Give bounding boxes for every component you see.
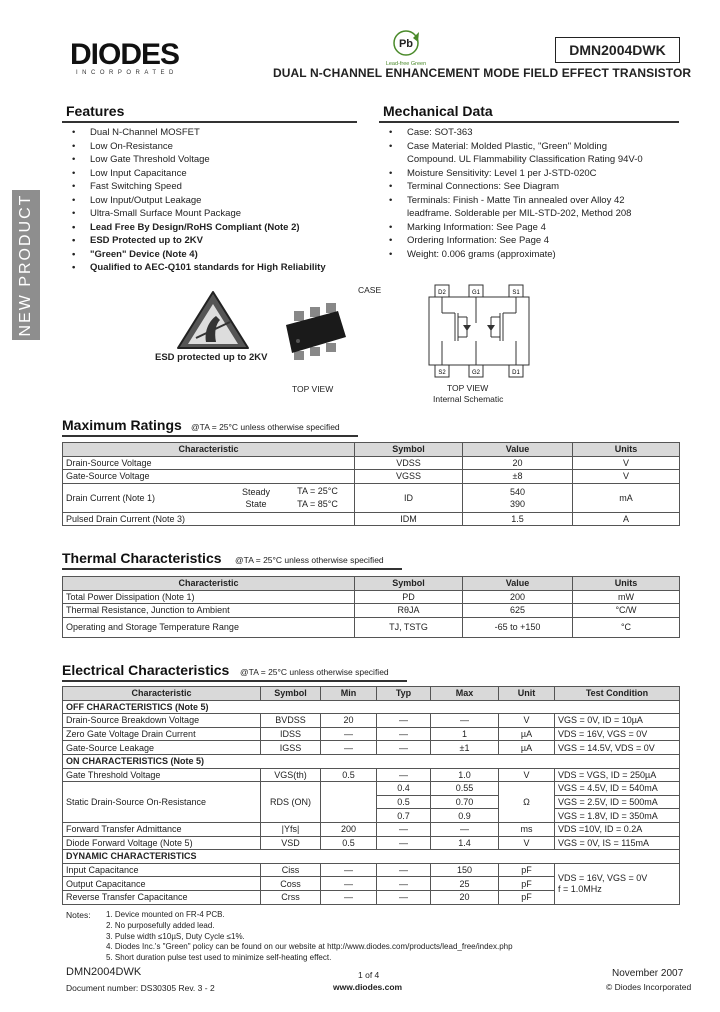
th-sym: RθJA — [355, 604, 463, 618]
electrical-heading: Electrical Characteristics — [62, 662, 230, 678]
ec-max: — — [431, 714, 499, 728]
th-unit: °C/W — [573, 604, 680, 618]
th-sym: TJ, TSTG — [355, 617, 463, 637]
thermal-heading: Thermal Characteristics — [62, 550, 222, 566]
mr-char: Drain Current (Note 1) — [66, 492, 156, 503]
footer-docnum: Document number: DS30305 Rev. 3 - 2 — [66, 983, 215, 993]
schematic-drawing — [425, 283, 535, 379]
mr-head-val: Value — [463, 443, 573, 457]
ec-char: Forward Transfer Admittance — [63, 822, 261, 836]
th-val: 200 — [463, 590, 573, 604]
th-val: -65 to +150 — [463, 617, 573, 637]
page-title: DUAL N-CHANNEL ENHANCEMENT MODE FIELD EFFECT TRANSISTOR — [273, 66, 692, 80]
ec-max: 0.55 — [431, 782, 499, 796]
mr-t2: TA = 85°C — [297, 498, 338, 509]
th-unit: mW — [573, 590, 680, 604]
mr-val-cell — [463, 483, 573, 512]
list-item: • Case Material: Molded Plastic, "Green" Molding — [383, 140, 683, 154]
table-row — [63, 714, 680, 728]
ec-dyn-head: DYNAMIC CHARACTERISTICS — [63, 850, 680, 864]
ec-char: Drain-Source Breakdown Voltage — [63, 714, 261, 728]
ec-char: Gate Threshold Voltage — [63, 768, 261, 782]
electrical-rule — [62, 680, 407, 682]
ec-unit: µA — [499, 741, 555, 755]
list-item: • Fast Switching Speed — [66, 180, 361, 194]
side-banner-text: NEW PRODUCT — [17, 193, 34, 337]
ec-max: 150 — [431, 863, 499, 877]
ec-unit: pF — [499, 863, 555, 877]
mr-char: Drain-Source Voltage — [63, 456, 355, 470]
diodes-logo-sub: INCORPORATED — [76, 70, 178, 76]
th-head-sym: Symbol — [355, 577, 463, 591]
list-item: • Case: SOT-363 — [383, 126, 683, 140]
max-ratings-cond: @TA = 25°C unless otherwise specified — [191, 422, 340, 432]
ec-char: Zero Gate Voltage Drain Current — [63, 727, 261, 741]
list-item: • Qualified to AEC-Q101 standards for High Reliability — [66, 261, 361, 275]
ec-on-head: ON CHARACTERISTICS (Note 5) — [63, 754, 680, 768]
table-row — [63, 617, 680, 637]
ec-head-min: Min — [321, 687, 377, 701]
pin-bottom-2: G2 — [471, 370, 481, 376]
max-ratings-heading: Maximum Ratings — [62, 417, 182, 433]
thermal-rule — [62, 568, 402, 570]
th-val: 625 — [463, 604, 573, 618]
sot363-package-icon — [280, 295, 350, 365]
ec-typ: — — [377, 890, 431, 904]
electrical-table — [62, 686, 680, 905]
note-item: 5. Short duration pulse test used to minimize self-heating effect. — [106, 953, 332, 963]
list-item: • "Green" Device (Note 4) — [66, 248, 361, 262]
ec-typ: 0.4 — [377, 782, 431, 796]
ec-cond: VGS = 14.5V, VDS = 0V — [555, 741, 680, 755]
ec-char: Reverse Transfer Capacitance — [63, 890, 261, 904]
ec-min: 0.5 — [321, 836, 377, 850]
table-row — [63, 836, 680, 850]
ec-typ: 0.5 — [377, 795, 431, 809]
table-row — [63, 782, 680, 796]
pb-badge-caption: Lead-free Green — [385, 61, 427, 67]
thermal-table — [62, 576, 680, 638]
ec-unit: V — [499, 836, 555, 850]
pin-top-2: G1 — [471, 290, 481, 296]
ec-sym: |Yfs| — [261, 822, 321, 836]
ec-max: — — [431, 822, 499, 836]
part-number-box: DMN2004DWK — [555, 37, 680, 63]
ec-max: 1.0 — [431, 768, 499, 782]
ec-head-typ: Typ — [377, 687, 431, 701]
note-item: 1. Device mounted on FR-4 PCB. — [106, 910, 225, 919]
ec-char: Gate-Source Leakage — [63, 741, 261, 755]
mr-t1: TA = 25°C — [297, 485, 338, 496]
ec-typ: — — [377, 768, 431, 782]
ec-char: Input Capacitance — [63, 863, 261, 877]
electrical-cond: @TA = 25°C unless otherwise specified — [240, 667, 389, 677]
ec-unit: Ω — [499, 782, 555, 823]
ec-sym: VSD — [261, 836, 321, 850]
ec-head-unit: Unit — [499, 687, 555, 701]
thermal-cond: @TA = 25°C unless otherwise specified — [235, 555, 384, 565]
ec-cond: VGS = 0V, ID = 10µA — [555, 714, 680, 728]
ec-char: Output Capacitance — [63, 877, 261, 891]
th-char: Operating and Storage Temperature Range — [63, 617, 355, 637]
pin-top-3: S1 — [512, 290, 520, 296]
ec-typ: — — [377, 863, 431, 877]
ec-char: Static Drain-Source On-Resistance — [63, 782, 261, 823]
footer-page: 1 of 4 — [358, 970, 380, 980]
list-item: • Moisture Sensitivity: Level 1 per J-STD-020C — [383, 167, 683, 181]
list-item: • Low On-Resistance — [66, 140, 361, 154]
th-head-char: Characteristic — [63, 577, 355, 591]
ec-sym: BVDSS — [261, 714, 321, 728]
ec-min: 0.5 — [321, 768, 377, 782]
ec-typ: — — [377, 727, 431, 741]
mr-head-char: Characteristic — [63, 443, 355, 457]
ec-head-cond: Test Condition — [555, 687, 680, 701]
ec-typ: — — [377, 836, 431, 850]
pin-bottom-1: S2 — [438, 370, 446, 376]
mechanical-rule — [379, 121, 679, 123]
lead-free-badge — [385, 28, 429, 68]
ec-max: 1 — [431, 727, 499, 741]
list-item: leadframe. Solderable per MIL-STD-202, Method 208 — [407, 208, 632, 219]
mr-val: ±8 — [463, 470, 573, 484]
th-char: Thermal Resistance, Junction to Ambient — [63, 604, 355, 618]
table-row — [63, 512, 680, 526]
mechanical-heading: Mechanical Data — [383, 103, 493, 119]
ec-dyn-cond — [555, 863, 680, 904]
ec-sym: IDSS — [261, 727, 321, 741]
table-row — [63, 483, 680, 512]
table-row — [63, 727, 680, 741]
list-item: • Low Input Capacitance — [66, 167, 361, 181]
package-image — [280, 295, 350, 365]
mr-val: 1.5 — [463, 512, 573, 526]
ec-sym: Crss — [261, 890, 321, 904]
table-row — [63, 768, 680, 782]
ec-unit: µA — [499, 727, 555, 741]
th-char: Total Power Dissipation (Note 1) — [63, 590, 355, 604]
table-row — [63, 470, 680, 484]
mr-state1: Steady — [241, 486, 271, 497]
ec-head-char: Characteristic — [63, 687, 261, 701]
schematic-caption: Internal Schematic — [433, 394, 504, 404]
list-item: • ESD Protected up to 2KV — [66, 234, 361, 248]
ec-dyn-cond1: VDS = 16V, VGS = 0V — [558, 872, 648, 883]
th-head-unit: Units — [573, 577, 680, 591]
list-item: • Terminals: Finish - Matte Tin annealed over Alloy 42 — [383, 194, 683, 208]
ec-min: 20 — [321, 714, 377, 728]
ec-head-max: Max — [431, 687, 499, 701]
table-row — [63, 822, 680, 836]
mr-val2: 390 — [509, 498, 526, 509]
pb-badge-text: Pb — [398, 38, 414, 50]
ec-min: 200 — [321, 822, 377, 836]
mr-char: Gate-Source Voltage — [63, 470, 355, 484]
mr-char: Pulsed Drain Current (Note 3) — [63, 512, 355, 526]
note-item: 2. No purposefully added lead. — [106, 920, 215, 930]
case-label: CASE — [358, 285, 382, 295]
features-list — [66, 126, 361, 275]
esd-warning-icon — [176, 290, 250, 352]
mr-drain-current-cell — [63, 483, 355, 512]
ec-min: — — [321, 877, 377, 891]
ec-cond: VDS = 16V, VGS = 0V — [555, 727, 680, 741]
ec-typ: 0.7 — [377, 809, 431, 823]
esd-caption: ESD protected up to 2KV — [155, 352, 268, 363]
ec-cond: VGS = 1.8V, ID = 350mA — [555, 809, 680, 823]
ec-sym: Coss — [261, 877, 321, 891]
pin-top-1: D2 — [438, 290, 446, 296]
ec-char: Diode Forward Voltage (Note 5) — [63, 836, 261, 850]
ec-min: — — [321, 890, 377, 904]
ec-cond: VDS = VGS, ID = 250µA — [555, 768, 680, 782]
max-ratings-table — [62, 442, 680, 526]
list-item: • Ultra-Small Surface Mount Package — [66, 207, 361, 221]
notes-label: Notes: — [66, 910, 91, 920]
mr-unit: mA — [573, 483, 680, 512]
mr-unit: V — [573, 470, 680, 484]
mr-sym: ID — [355, 483, 463, 512]
ec-typ: — — [377, 741, 431, 755]
ec-cond: VDS =10V, ID = 0.2A — [555, 822, 680, 836]
ec-cond: VGS = 0V, IS = 115mA — [555, 836, 680, 850]
notes-list — [106, 910, 676, 964]
ec-typ: — — [377, 822, 431, 836]
ec-min: — — [321, 741, 377, 755]
ec-max: 20 — [431, 890, 499, 904]
list-item: • Weight: 0.006 grams (approximate) — [383, 248, 683, 262]
list-item: • Lead Free By Design/RoHS Compliant (Note 2) — [66, 221, 361, 235]
ec-dyn-cond2: f = 1.0MHz — [558, 883, 602, 894]
list-item: • Ordering Information: See Page 4 — [383, 234, 683, 248]
max-ratings-rule — [62, 435, 358, 437]
table-row — [63, 456, 680, 470]
mr-head-unit: Units — [573, 443, 680, 457]
ec-unit: ms — [499, 822, 555, 836]
footer-part: DMN2004DWK — [66, 966, 142, 978]
list-item: Compound. UL Flammability Classification Rating 94V-0 — [407, 154, 643, 165]
diodes-logo: DIODES — [70, 38, 180, 71]
ec-max: 1.4 — [431, 836, 499, 850]
ec-min: — — [321, 863, 377, 877]
ec-sym: Ciss — [261, 863, 321, 877]
mr-unit: A — [573, 512, 680, 526]
list-item: • Dual N-Channel MOSFET — [66, 126, 361, 140]
ec-min: — — [321, 727, 377, 741]
ec-sym: IGSS — [261, 741, 321, 755]
side-banner — [12, 190, 40, 340]
th-sym: PD — [355, 590, 463, 604]
table-row — [63, 590, 680, 604]
ec-typ: — — [377, 877, 431, 891]
mr-unit: V — [573, 456, 680, 470]
list-item: • Low Gate Threshold Voltage — [66, 153, 361, 167]
ec-max: ±1 — [431, 741, 499, 755]
note-item: 3. Pulse width ≤10µS, Duty Cycle ≤1%. — [106, 931, 245, 941]
pin-bottom-3: D1 — [512, 370, 520, 376]
list-item: • Marking Information: See Page 4 — [383, 221, 683, 235]
note-item: 4. Diodes Inc.'s "Green" policy can be found on our website at http://www.diodes.com/products/lead_free/index.php — [106, 942, 513, 952]
table-row — [63, 863, 680, 877]
mr-head-sym: Symbol — [355, 443, 463, 457]
ec-head-sym: Symbol — [261, 687, 321, 701]
ec-max: 0.70 — [431, 795, 499, 809]
footer-copyright: © Diodes Incorporated — [606, 982, 692, 992]
ec-min — [321, 782, 377, 823]
mr-sym: VGSS — [355, 470, 463, 484]
th-head-val: Value — [463, 577, 573, 591]
ec-sym: RDS (ON) — [261, 782, 321, 823]
ec-cond: VGS = 2.5V, ID = 500mA — [555, 795, 680, 809]
mr-state2: State — [245, 498, 267, 509]
mr-val1: 540 — [509, 486, 526, 497]
ec-unit: V — [499, 768, 555, 782]
footer-date: November 2007 — [612, 968, 684, 979]
ec-unit: V — [499, 714, 555, 728]
esd-symbol — [176, 290, 250, 352]
footer-url[interactable]: www.diodes.com — [333, 982, 403, 992]
ec-cond: VGS = 4.5V, ID = 540mA — [555, 782, 680, 796]
ec-sym: VGS(th) — [261, 768, 321, 782]
mr-sym: VDSS — [355, 456, 463, 470]
mr-val: 20 — [463, 456, 573, 470]
th-unit: °C — [573, 617, 680, 637]
ec-unit: pF — [499, 890, 555, 904]
features-rule — [62, 121, 357, 123]
list-item: • Low Input/Output Leakage — [66, 194, 361, 208]
list-item: • Terminal Connections: See Diagram — [383, 180, 683, 194]
ec-max: 25 — [431, 877, 499, 891]
ec-max: 0.9 — [431, 809, 499, 823]
internal-schematic — [425, 283, 535, 379]
ec-unit: pF — [499, 877, 555, 891]
pb-green-icon — [385, 28, 429, 68]
mr-sym: IDM — [355, 512, 463, 526]
ec-typ: — — [377, 714, 431, 728]
features-heading: Features — [66, 103, 125, 119]
top-view-caption: TOP VIEW — [292, 384, 334, 394]
schematic-top-view: TOP VIEW — [447, 383, 489, 393]
ec-off-head: OFF CHARACTERISTICS (Note 5) — [63, 700, 680, 714]
mechanical-list — [383, 126, 683, 261]
table-row — [63, 741, 680, 755]
table-row — [63, 604, 680, 618]
